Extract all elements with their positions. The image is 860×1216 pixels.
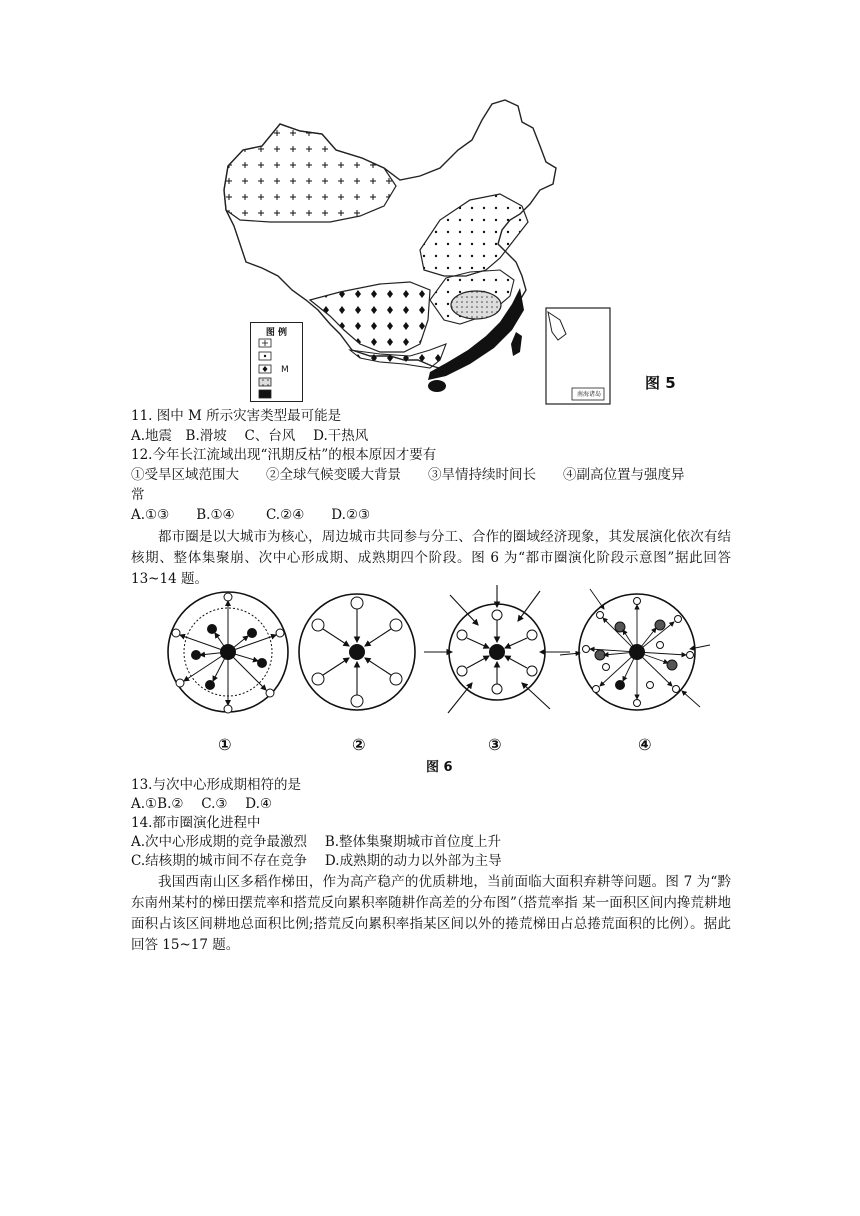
circle-label-1: ① [218,735,232,754]
stage-circle-2 [299,594,415,710]
legend-marker-m: M [281,365,289,375]
q13-options: A.①B.② C.③ D.④ [131,796,273,812]
q12-options: A.①③ B.①④ C.②④ D.②③ [131,507,371,523]
q11-options: A.地震 B.滑坡 C、台风 D.干热风 [131,428,369,444]
figure6-label: 图 6 [426,760,453,775]
china-map [0,0,860,410]
circle-label-4: ④ [638,735,652,754]
inset-label: 南海诸岛 [576,391,601,398]
q12-items-line1: ①受旱区域范围大 ②全球气候变暖大背景 ③旱情持续时间长 ④副高位置与强度异 [131,467,685,483]
legend-title: 图 例 [265,328,288,338]
stage-circle-4 [560,589,710,710]
circle-label-2: ② [352,735,366,754]
q14-options-line1: A.次中心形成期的竞争最激烈 B.整体集聚期城市首位度上升 [131,834,502,850]
q14-options-line2: C.结核期的城市间不存在竞争 D.成熟期的动力以外部为主导 [131,853,502,869]
passage-metropolitan: 都市圈是以大城市为核心，周边城市共同参与分工、合作的圈域经济现象，其发展演化依次有结核期、整体集聚崩、次中心形成期、成熟期四个阶段。图 6 为“都市圈演化阶段示意图”据此回答 13~14 题。 [131,529,731,587]
circle-label-3: ③ [488,735,502,754]
q12-items-line2: 常 [131,487,145,503]
stage-circle-3 [424,585,570,713]
figure6-diagram [0,585,860,735]
stage-circle-1 [168,592,288,713]
q14-stem: 14.都市圈演化进程中 [131,815,261,831]
figure5-label: 图 5 [645,374,676,392]
q11-stem: 11. 图中 M 所示灾害类型最可能是 [131,408,342,424]
passage-terraces: 我国西南山区多稻作梯田，作为高产稳产的优质耕地，当前面临大面积弃耕等问题。图 7 为“黔东南州某村的梯田摆荒率和搭荒反向累积率随耕作高差的分布图”（搭荒率指 某一面积区间内搀荒耕地面积占该区间耕地总面积比例;搭荒反向累积率指某区间以外的捲荒梯田占总捲荒面积的比例）。据此回答 15~17 题。 [131,874,731,953]
map-legend [250,322,303,402]
q13-stem: 13.与次中心形成期相符的是 [131,777,301,793]
q12-stem: 12.今年长江流域出现“汛期反枯”的根本原因才要有 [131,447,437,463]
